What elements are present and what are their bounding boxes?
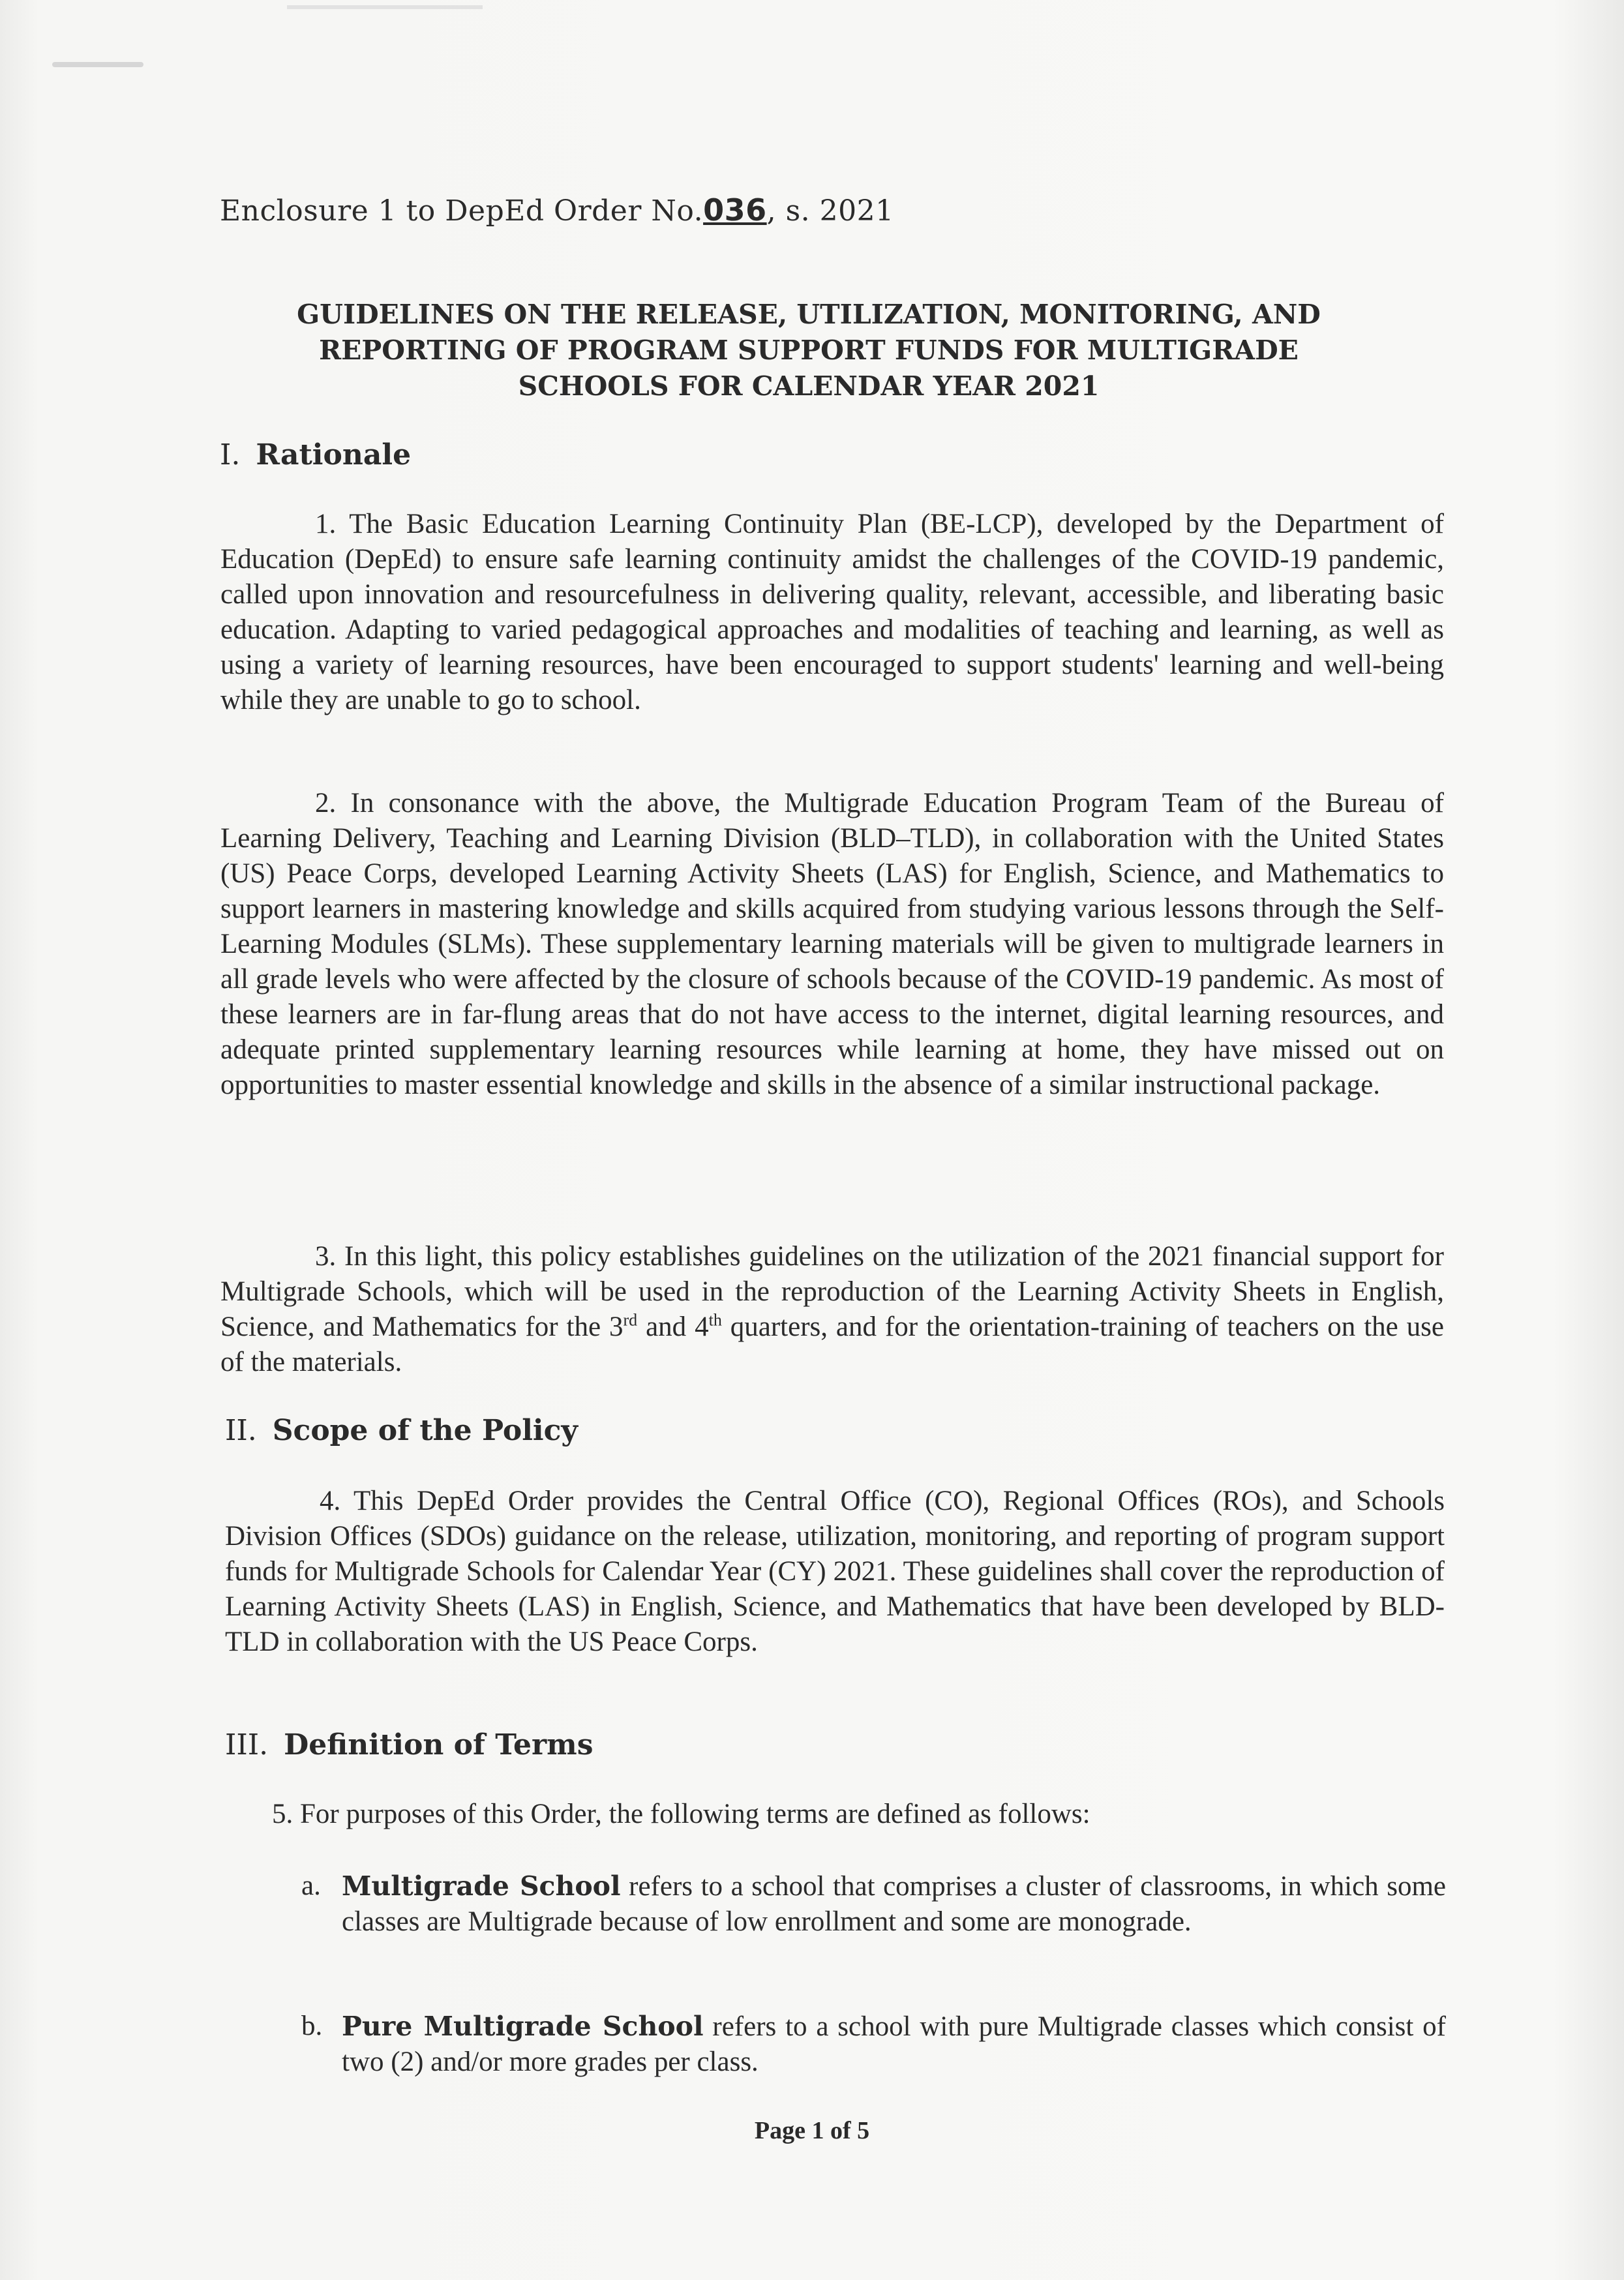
definition-text: refers to a school that comprises a cluster of classrooms, in which some classes are Multigrade because of low enrollment and some are monograde. bbox=[342, 1871, 1446, 1937]
paragraph-fragment: 3. In this light, this policy establishes guidelines on the utilization of the 2021 financial support for Multigrade Schools, which will be used in the reproduction of the Learning Activity Sheets in English, Science, and Mathematics for the 3 bbox=[220, 1241, 1444, 1342]
order-number: 036 bbox=[703, 192, 767, 228]
paragraph-text: 4. This DepEd Order provides the Central Office (CO), Regional Offices (ROs), and Schools Division Offices (SDOs) guidance on the release, utilization, monitoring, and reporting of program support funds for Multigrade Schools for Calendar Year (CY) 2021. These guidelines shall cover the reproduction of Learning Activity Sheets (LAS) in English, Science, and Mathematics that have been developed by BLD-TLD in collaboration with the US Peace Corps. bbox=[225, 1486, 1445, 1657]
superscript: rd bbox=[623, 1310, 638, 1330]
definition-term: Multigrade School bbox=[342, 1870, 621, 1902]
scan-artifact bbox=[287, 5, 483, 9]
paragraph-3 bbox=[220, 1239, 1444, 1380]
section-number: II. bbox=[225, 1414, 257, 1447]
enclosure-suffix: , s. 2021 bbox=[766, 194, 894, 228]
definition-body bbox=[342, 2009, 1446, 2080]
paragraph-5 bbox=[225, 1797, 1449, 1832]
definition-item-b bbox=[301, 2009, 1446, 2080]
title-line: GUIDELINES ON THE RELEASE, UTILIZATION, MONITORING, AND bbox=[297, 299, 1321, 330]
paragraph-text: 2. In consonance with the above, the Multigrade Education Program Team of the Bureau of Learning Delivery, Teaching and Learning Division (BLD–TLD), in collaboration with the United States (US) Peace Corps, developed Learning Activity Sheets (LAS) for English, Science, and Mathematics to support learners in mastering knowledge and skills acquired from studying various lessons through the Self-Learning Modules (SLMs). These supplementary learning materials will be given to multigrade learners in all grade levels who were affected by the closure of schools because of the COVID-19 pandemic. As most of these learners are in far-flung areas that do not have access to the internet, digital learning resources, and adequate printed supplementary learning resources while learning at home, they have missed out on opportunities to master essential knowledge and skills in the absence of a similar instructional package. bbox=[220, 788, 1444, 1100]
section-number: I. bbox=[220, 438, 241, 472]
paragraph-text: 5. For purposes of this Order, the following terms are defined as follows: bbox=[272, 1799, 1090, 1829]
paragraph-fragment: quarters, and for the orientation-training of teachers on the use of the materials. bbox=[220, 1312, 1444, 1377]
enclosure-line bbox=[220, 192, 894, 228]
definition-term: Pure Multigrade School bbox=[342, 2011, 704, 2042]
paragraph-4 bbox=[225, 1484, 1445, 1660]
list-marker: b. bbox=[301, 2011, 323, 2041]
scan-artifact bbox=[52, 62, 143, 67]
section-number: III. bbox=[225, 1728, 269, 1762]
section-title: Definition of Terms bbox=[284, 1728, 594, 1762]
paragraph-1 bbox=[220, 507, 1444, 718]
definition-body bbox=[342, 1868, 1446, 1940]
page-footer: Page 1 of 5 bbox=[754, 2117, 870, 2144]
definition-text: refers to a school with pure Multigrade classes which consist of two (2) and/or more grades per class. bbox=[342, 2011, 1446, 2077]
paragraph-text bbox=[220, 1239, 1444, 1380]
section-heading-scope bbox=[225, 1414, 578, 1447]
title-line: REPORTING OF PROGRAM SUPPORT FUNDS FOR MULTIGRADE bbox=[319, 335, 1299, 366]
document-title bbox=[248, 297, 1370, 404]
paragraph-fragment: and 4 bbox=[637, 1312, 709, 1342]
paragraph-2 bbox=[220, 786, 1444, 1103]
definition-item-a bbox=[301, 1868, 1446, 1940]
paragraph-text: 1. The Basic Education Learning Continuity Plan (BE-LCP), developed by the Department of Education (DepEd) to ensure safe learning continuity amidst the challenges of the COVID-19 pandemic, called upon innovation and resourcefulness in delivering quality, relevant, accessible, and liberating basic education. Adapting to varied pedagogical approaches and modalities of teaching and learning, as well as using a variety of learning resources, have been encouraged to support students' learning and well-being while they are unable to go to school. bbox=[220, 509, 1444, 715]
section-heading-rationale bbox=[220, 438, 411, 472]
section-heading-definitions bbox=[225, 1728, 593, 1762]
title-line: SCHOOLS FOR CALENDAR YEAR 2021 bbox=[518, 370, 1100, 402]
superscript: th bbox=[708, 1310, 722, 1330]
section-title: Scope of the Policy bbox=[272, 1414, 579, 1447]
section-title: Rationale bbox=[256, 438, 412, 472]
list-marker: a. bbox=[301, 1870, 321, 1901]
enclosure-prefix: Enclosure 1 to DepEd Order No. bbox=[220, 194, 704, 228]
